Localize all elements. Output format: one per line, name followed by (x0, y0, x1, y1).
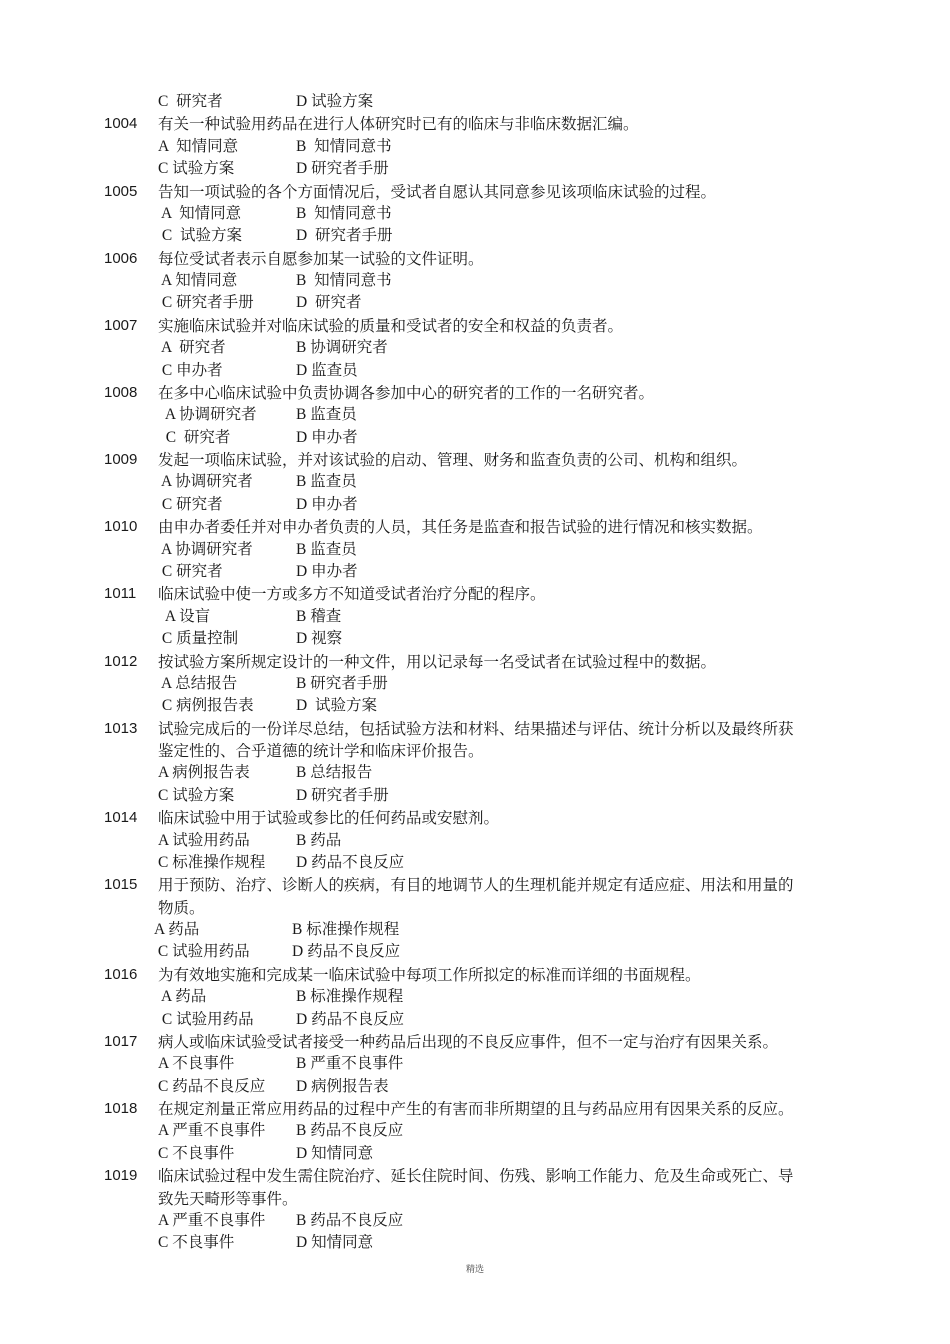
option-right: D 研究者手册 (296, 787, 389, 804)
option-left: A 知情同意 (158, 138, 239, 155)
question-number: 1014 (104, 809, 138, 826)
question-number: 1009 (104, 451, 138, 468)
option-right: D 试验方案 (296, 697, 377, 714)
option-left: C 病例报告表 (158, 697, 254, 714)
question-text-continued: 鉴定性的、合乎道德的统计学和临床评价报告。 (158, 742, 484, 760)
option-right: B 总结报告 (296, 764, 373, 781)
option-left: C 试验方案 (158, 160, 235, 177)
option-right: B 稽查 (296, 608, 342, 625)
question-text: 每位受试者表示自愿参加某一试验的文件证明。 (158, 250, 484, 268)
option-right: D 知情同意 (296, 1234, 374, 1251)
option-right: D 视察 (296, 630, 343, 647)
question-number: 1008 (104, 384, 138, 401)
question-text-continued: 物质。 (158, 899, 205, 917)
question-number: 1015 (104, 876, 138, 893)
question-number: 1010 (104, 518, 138, 535)
option-right: D 监查员 (296, 362, 358, 379)
option-left: A 研究者 (158, 339, 226, 356)
question-number: 1005 (104, 183, 138, 200)
option-left: C 不良事件 (158, 1234, 235, 1251)
option-left: C 试验方案 (158, 227, 242, 244)
option-right: D 药品不良反应 (296, 854, 405, 871)
question-number: 1011 (104, 585, 137, 602)
option-left: A 协调研究者 (158, 541, 253, 558)
option-right: D 研究者 (296, 294, 362, 311)
option-right: B 标准操作规程 (292, 921, 400, 938)
question-number: 1018 (104, 1100, 138, 1117)
option-left: A 药品 (154, 921, 200, 938)
option-left: C 质量控制 (158, 630, 239, 647)
option-right: B 监查员 (296, 473, 357, 490)
option-right: D 药品不良反应 (292, 943, 401, 960)
option-right: D 试验方案 (296, 93, 374, 110)
option-right: D 申办者 (296, 429, 358, 446)
option-right: B 监查员 (296, 406, 357, 423)
option-left: A 病例报告表 (158, 764, 250, 781)
option-left: A 知情同意 (158, 272, 238, 289)
question-number: 1019 (104, 1167, 138, 1184)
question-number: 1016 (104, 966, 138, 983)
option-left: C 研究者 (158, 496, 223, 513)
question-text: 按试验方案所规定设计的一种文件，用以记录每一名受试者在试验过程中的数据。 (158, 653, 717, 671)
option-left: C 试验用药品 (154, 943, 250, 960)
option-left: C 药品不良反应 (158, 1078, 266, 1095)
option-left: A 总结报告 (158, 675, 238, 692)
option-left: C 标准操作规程 (158, 854, 266, 871)
option-right: B 知情同意书 (296, 138, 392, 155)
question-text-continued: 致先天畸形等事件。 (158, 1190, 298, 1208)
question-number: 1013 (104, 720, 138, 737)
option-left: C 研究者 (158, 429, 231, 446)
option-right: B 知情同意书 (296, 272, 392, 289)
option-left: C 研究者 (158, 563, 223, 580)
option-right: B 药品不良反应 (296, 1212, 404, 1229)
question-text: 告知一项试验的各个方面情况后，受试者自愿认其同意参见该项临床试验的过程。 (158, 183, 717, 201)
question-text: 试验完成后的一份详尽总结，包括试验方法和材料、结果描述与评估、统计分析以及最终所获 (158, 720, 794, 738)
option-left: A 协调研究者 (158, 473, 253, 490)
question-number: 1004 (104, 115, 138, 132)
question-text: 在多中心临床试验中负责协调各参加中心的研究者的工作的一名研究者。 (158, 384, 655, 402)
option-left: A 不良事件 (158, 1055, 235, 1072)
question-text: 为有效地实施和完成某一临床试验中每项工作所拟定的标准而详细的书面规程。 (158, 966, 701, 984)
option-left: A 试验用药品 (158, 832, 250, 849)
option-left: C 试验用药品 (158, 1011, 254, 1028)
question-text: 有关一种试验用药品在进行人体研究时已有的临床与非临床数据汇编。 (158, 115, 639, 133)
page-footer: 精选 (466, 1265, 485, 1275)
question-number: 1007 (104, 317, 138, 334)
option-left: C 研究者 (158, 93, 223, 110)
question-text: 临床试验中用于试验或参比的任何药品或安慰剂。 (158, 809, 500, 827)
question-text: 发起一项临床试验，并对该试验的启动、管理、财务和监查负责的公司、机构和组织。 (158, 451, 748, 469)
option-right: B 药品不良反应 (296, 1122, 404, 1139)
option-left: C 不良事件 (158, 1145, 235, 1162)
option-right: B 药品 (296, 832, 342, 849)
option-left: C 试验方案 (158, 787, 235, 804)
option-right: D 药品不良反应 (296, 1011, 405, 1028)
option-left: A 设盲 (158, 608, 211, 625)
option-right: B 监查员 (296, 541, 357, 558)
option-right: D 申办者 (296, 496, 358, 513)
option-right: B 严重不良事件 (296, 1055, 404, 1072)
option-right: B 知情同意书 (296, 205, 392, 222)
option-right: D 申办者 (296, 563, 358, 580)
option-left: A 知情同意 (158, 205, 242, 222)
question-number: 1006 (104, 250, 138, 267)
question-text: 临床试验中使一方或多方不知道受试者治疗分配的程序。 (158, 585, 546, 603)
option-left: C 申办者 (158, 362, 223, 379)
question-number: 1017 (104, 1033, 138, 1050)
option-left: A 严重不良事件 (158, 1212, 266, 1229)
option-right: D 知情同意 (296, 1145, 374, 1162)
option-right: B 标准操作规程 (296, 988, 404, 1005)
option-left: A 药品 (158, 988, 207, 1005)
option-right: D 病例报告表 (296, 1078, 389, 1095)
option-left: C 研究者手册 (158, 294, 254, 311)
option-left: A 协调研究者 (158, 406, 257, 423)
option-right: B 协调研究者 (296, 339, 388, 356)
option-right: B 研究者手册 (296, 675, 388, 692)
question-text: 实施临床试验并对临床试验的质量和受试者的安全和权益的负责者。 (158, 317, 624, 335)
option-left: A 严重不良事件 (158, 1122, 266, 1139)
question-text: 用于预防、治疗、诊断人的疾病，有目的地调节人的生理机能并规定有适应症、用法和用量的 (158, 876, 794, 894)
question-number: 1012 (104, 653, 138, 670)
question-text: 在规定剂量正常应用药品的过程中产生的有害而非所期望的且与药品应用有因果关系的反应。 (158, 1100, 794, 1118)
question-text: 由申办者委任并对申办者负责的人员，其任务是监查和报告试验的进行情况和核实数据。 (158, 518, 763, 536)
question-text: 临床试验过程中发生需住院治疗、延长住院时间、伤残、影响工作能力、危及生命或死亡、导 (158, 1167, 794, 1185)
question-text: 病人或临床试验受试者接受一种药品后出现的不良反应事件，但不一定与治疗有因果关系。 (158, 1033, 779, 1051)
option-right: D 研究者手册 (296, 160, 389, 177)
option-right: D 研究者手册 (296, 227, 393, 244)
